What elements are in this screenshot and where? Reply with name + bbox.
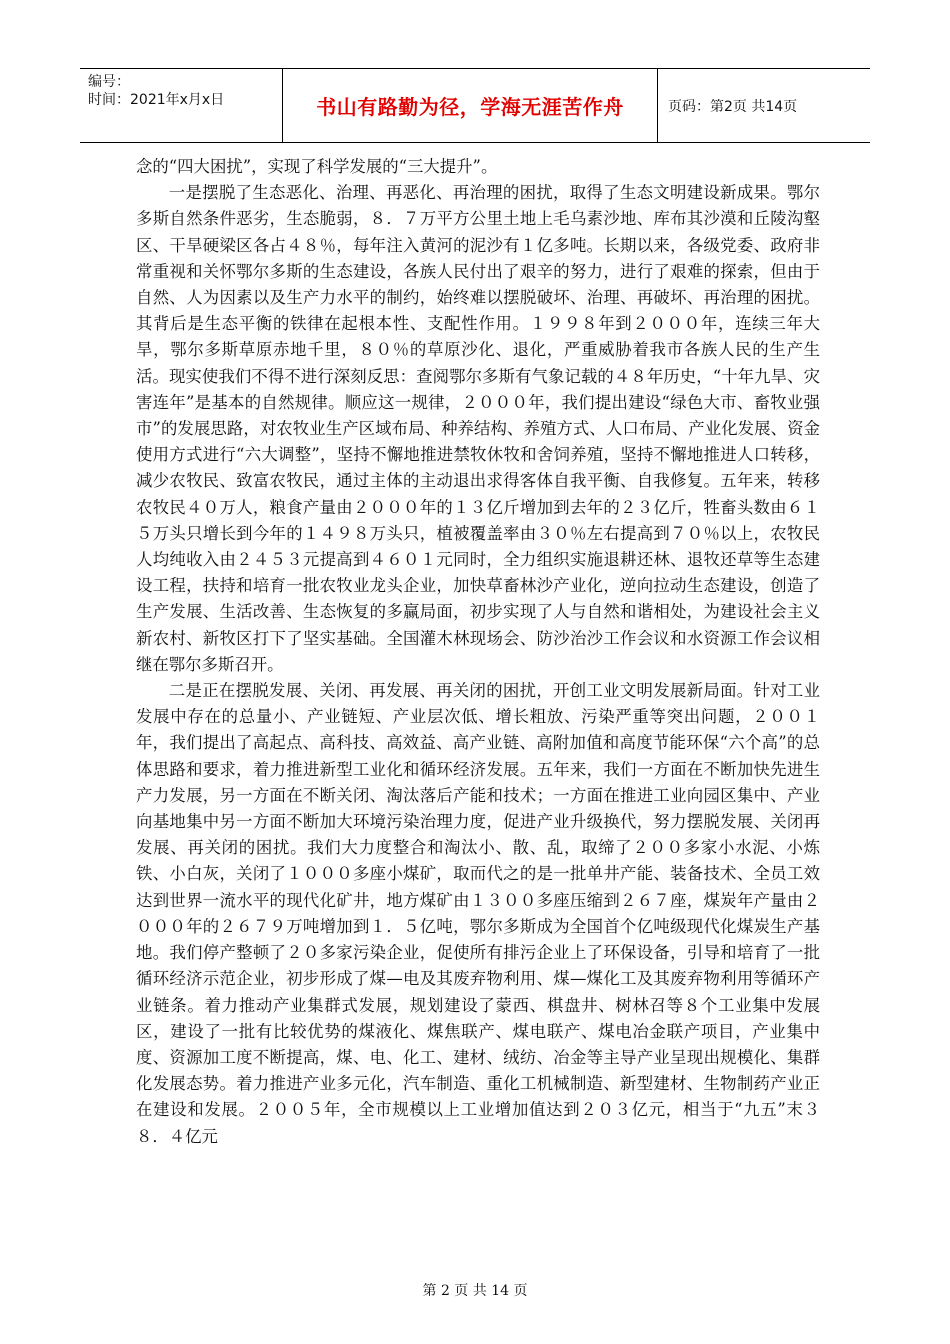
page-header: [80, 68, 870, 143]
page-footer: 第 2 页 共 14 页: [422, 1283, 528, 1299]
header-meta: [80, 69, 283, 142]
header-time-label: 时间：2021年x月x日: [88, 92, 225, 108]
header-page-info: 页码：第2页 共14页: [668, 98, 798, 115]
paragraph: 念的“四大困扰”，实现了科学发展的“三大提升”。: [136, 157, 498, 176]
header-number-label: 编号：: [88, 74, 130, 90]
paragraph: 一是摆脱了生态恶化、治理、再恶化、再治理的困扰，取得了生态文明建设新成果。鄂尔多斯自然条件恶劣，生态脆弱，８．７万平方公里土地上毛乌素沙地、库布其沙漠和丘陵沟壑区、干旱硬梁区各占４８％，每年注入黄河的泥沙有１亿多吨。长期以来，各级党委、政府非常重视和关怀鄂尔多斯的生态建设，各族人民付出了艰辛的努力，进行了艰难的探索，但由于自然、人为因素以及生产力水平的制约，始终难以摆脱破坏、治理、再破坏、再治理的困扰。其背后是生态平衡的铁律在起根本性、支配性作用。１９９８年到２０００年，连续三年大旱，鄂尔多斯草原赤地千里，８０％的草原沙化、退化，严重威胁着我市各族人民的生产生活。现实使我们不得不进行深刻反思：查阅鄂尔多斯有气象记载的４８年历史，“十年九旱、灾害连年”是基本的自然规律。顺应这一规律，２０００年，我们提出建设“绿色大市、畜牧业强市”的发展思路，对农牧业生产区域布局、种养结构、养殖方式、人口布局、产业化发展、资金使用方式进行“六大调整”，坚持不懈地推进禁牧休牧和舍饲养殖，坚持不懈地推进人口转移，减少农牧民、致富农牧民，通过主体的主动退出求得客体自我平衡、自我修复。五年来，转移农牧民４０万人，粮食产量由２０００年的１３亿斤增加到去年的２３亿斤，牲畜头数由６１５万头只增长到今年的１４９８万头只，植被覆盖率由３０％左右提高到７０％以上，农牧民人均纯收入由２４５３元提高到４６０１元同时，全力组织实施退耕还林、退牧还草等生态建设工程，扶持和培育一批农牧业龙头企业，加快草畜林沙产业化，逆向拉动生态建设，创造了生产发展、生活改善、生态恢复的多赢局面，初步实现了人与自然和谐相处，为建设社会主义新农村、新牧区打下了坚实基础。全国灌木林现场会、防沙治沙工作会议和水资源工作会议相继在鄂尔多斯召开。: [136, 183, 820, 674]
header-motto: 书山有路勤为径，学海无涯苦作舟: [283, 69, 658, 142]
document-body: [136, 154, 820, 1150]
paragraph: 二是正在摆脱发展、关闭、再发展、再关闭的困扰，开创工业文明发展新局面。针对工业发展中存在的总量小、产业链短、产业层次低、增长粗放、污染严重等突出问题，２００１年，我们提出了高起点、高科技、高效益、高产业链、高附加值和高度节能环保“六个高”的总体思路和要求，着力推进新型工业化和循环经济发展。五年来，我们一方面在不断加快先进生产力发展，另一方面在不断关闭、淘汰落后产能和技术；一方面在推进工业向园区集中、产业向基地集中另一方面不断加大环境污染治理力度，促进产业升级换代，努力摆脱发展、关闭再发展、再关闭的困扰。我们大力度整合和淘汰小、散、乱，取缔了２００多家小水泥、小炼铁、小白灰，关闭了１０００多座小煤矿，取而代之的是一批单井产能、装备技术、全员工效达到世界一流水平的现代化矿井，地方煤矿由１３００多座压缩到２６７座，煤炭年产量由２０００年的２６７９万吨增加到１．５亿吨，鄂尔多斯成为全国首个亿吨级现代化煤炭生产基地。我们停产整顿了２０多家污染企业，促使所有排污企业上了环保设备，引导和培育了一批循环经济示范企业，初步形成了煤—电及其废弃物利用、煤—煤化工及其废弃物利用等循环产业链条。着力推动产业集群式发展，规划建设了蒙西、棋盘井、树林召等８个工业集中发展区，建设了一批有比较优势的煤液化、煤焦联产、煤电联产、煤电冶金联产项目，产业集中度、资源加工度不断提高，煤、电、化工、建材、绒纺、冶金等主导产业呈现出规模化、集群化发展态势。着力推进产业多元化，汽车制造、重化工机械制造、新型建材、生物制药产业正在建设和发展。２００５年，全市规模以上工业增加值达到２０３亿元，相当于“九五”末３８．４亿元: [136, 681, 820, 1146]
